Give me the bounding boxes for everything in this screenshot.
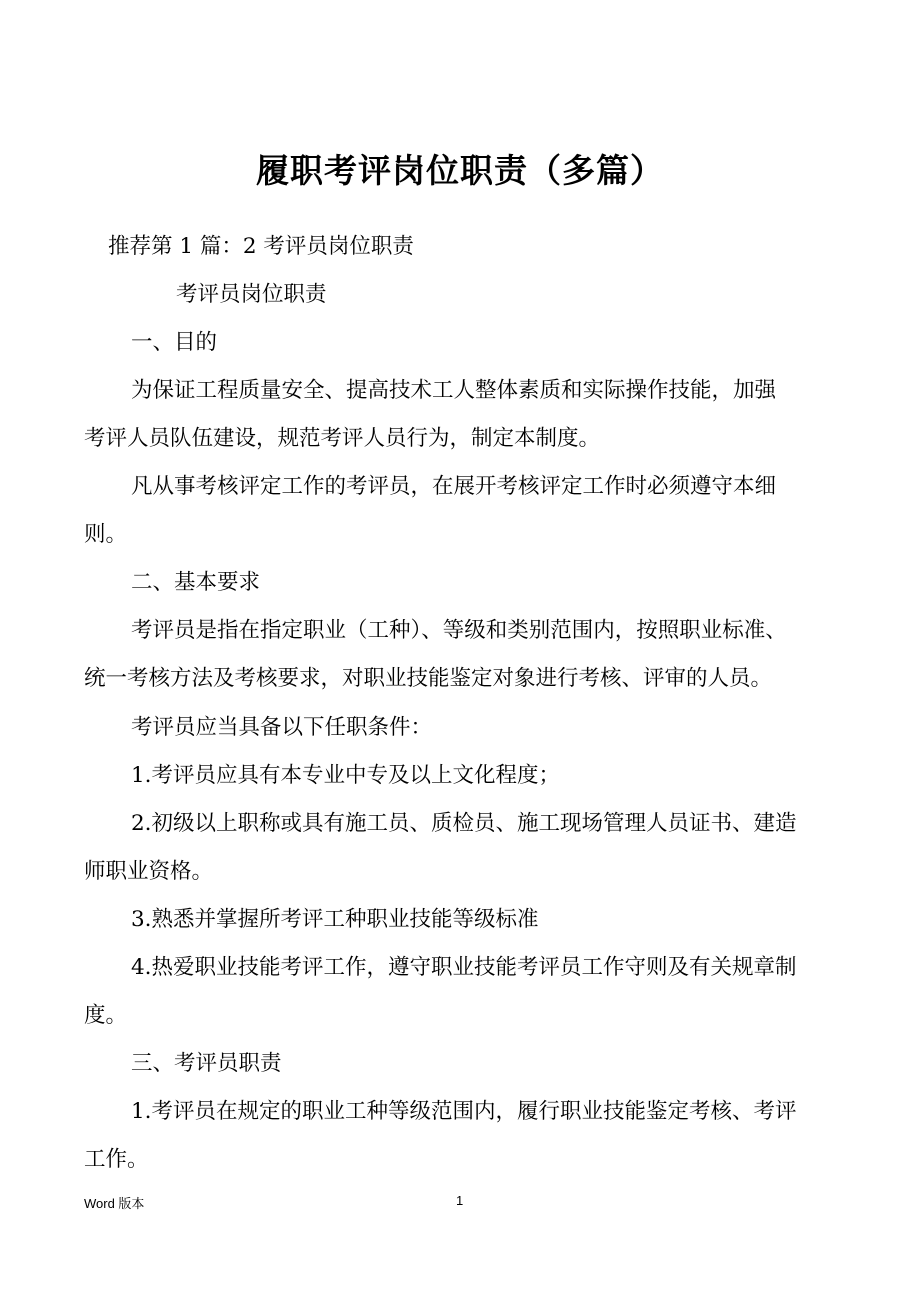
- recommend-heading: 推荐第 1 篇：2 考评员岗位职责: [108, 234, 414, 259]
- list-item: 3.熟悉并掌握所考评工种职业技能等级标准: [131, 907, 539, 932]
- list-item: 4.热爱职业技能考评工作，遵守职业技能考评员工作守则及有关规章制: [131, 955, 797, 980]
- paragraph-line: 考评人员队伍建设，规范考评人员行为，制定本制度。: [84, 426, 601, 451]
- paragraph-line: 考评员是指在指定职业（工种）、等级和类别范围内，按照职业标准、: [131, 618, 787, 643]
- heading-responsibilities: 三、考评员职责: [131, 1051, 282, 1076]
- heading-basic-requirements: 二、基本要求: [131, 570, 261, 595]
- list-item: 2.初级以上职称或具有施工员、质检员、施工现场管理人员证书、建造: [131, 811, 797, 836]
- paragraph-line: 统一考核方法及考核要求，对职业技能鉴定对象进行考核、评审的人员。: [84, 666, 773, 691]
- heading-purpose: 一、目的: [131, 330, 218, 355]
- document-title: 履职考评岗位职责（多篇）: [256, 151, 664, 190]
- list-item-continuation: 师职业资格。: [84, 859, 214, 884]
- paragraph-line: 凡从事考核评定工作的考评员，在展开考核评定工作时必须遵守本细: [131, 474, 777, 499]
- list-item: 1.考评员在规定的职业工种等级范围内，履行职业技能鉴定考核、考评: [131, 1099, 797, 1124]
- section-subtitle: 考评员岗位职责: [176, 282, 327, 307]
- list-item: 1.考评员应具有本专业中专及以上文化程度；: [131, 763, 561, 788]
- list-item-continuation: 工作。: [84, 1147, 149, 1172]
- paragraph-line: 考评员应当具备以下任职条件：: [131, 715, 433, 740]
- page-number: 1: [456, 1193, 464, 1208]
- list-item-continuation: 度。: [84, 1003, 128, 1028]
- paragraph-line: 则。: [84, 522, 128, 547]
- paragraph-line: 为保证工程质量安全、提高技术工人整体素质和实际操作技能，加强: [131, 378, 777, 403]
- footer-left: Word 版本: [84, 1196, 145, 1211]
